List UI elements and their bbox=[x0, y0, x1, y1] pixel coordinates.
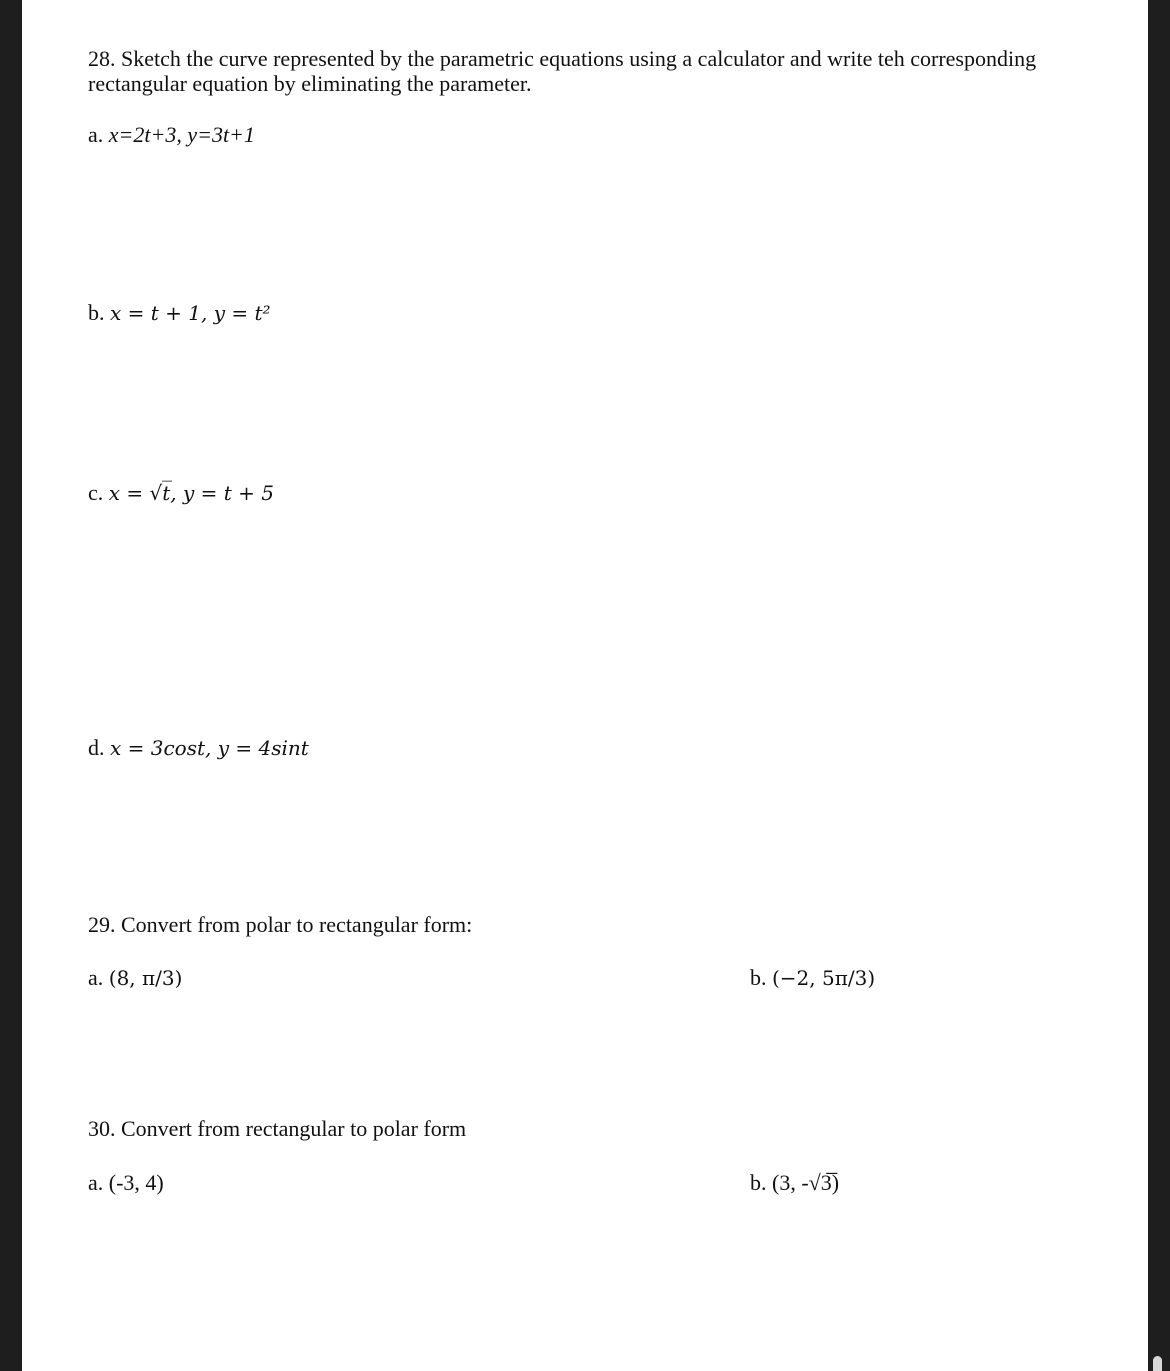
q28-title-line1: 28. Sketch the curve represented by the parametric equations using a calculator and write teh corresponding bbox=[88, 46, 1037, 71]
q28-title-line2: rectangular equation by eliminating the parameter. bbox=[88, 71, 532, 96]
q29-part-a bbox=[88, 965, 182, 991]
q29-part-b bbox=[750, 965, 875, 991]
q28-part-c bbox=[88, 480, 274, 506]
scrollbar-thumb[interactable] bbox=[1153, 1356, 1162, 1371]
q28-part-b bbox=[88, 300, 271, 326]
q30-part-b bbox=[750, 1170, 839, 1195]
q30-b-label: b. bbox=[750, 1170, 767, 1195]
q28-part-a bbox=[88, 122, 255, 147]
q28-part-d bbox=[88, 735, 309, 761]
q30-a-label: a. bbox=[88, 1170, 104, 1195]
q29-a-expression: (8, π/3) bbox=[108, 966, 183, 990]
q28-d-expression: x = 3cost, y = 4sint bbox=[110, 736, 309, 760]
q30-a-expression: (-3, 4) bbox=[108, 1170, 164, 1195]
q29-b-label: b. bbox=[750, 965, 767, 990]
worksheet-page bbox=[22, 0, 1148, 1371]
q28-c-expression: x = √t̅, y = t + 5 bbox=[108, 481, 275, 505]
q28-a-label: a. bbox=[88, 122, 104, 147]
q28-d-label: d. bbox=[88, 735, 105, 760]
q28-b-expression: x = t + 1, y = t² bbox=[110, 301, 271, 325]
q30-b-expression: (3, -√3̅) bbox=[772, 1170, 840, 1195]
scrollbar-track[interactable] bbox=[1148, 0, 1170, 1371]
q28-a-expression: x=2t+3, y=3t+1 bbox=[108, 122, 255, 147]
q30-title: 30. Convert from rectangular to polar form bbox=[88, 1116, 467, 1141]
q29-a-label: a. bbox=[88, 965, 104, 990]
q29-b-expression: (−2, 5π/3) bbox=[772, 966, 876, 990]
q30-part-a bbox=[88, 1170, 164, 1195]
q28-c-label: c. bbox=[88, 480, 104, 505]
q28-b-label: b. bbox=[88, 300, 105, 325]
q29-title: 29. Convert from polar to rectangular form: bbox=[88, 912, 473, 937]
